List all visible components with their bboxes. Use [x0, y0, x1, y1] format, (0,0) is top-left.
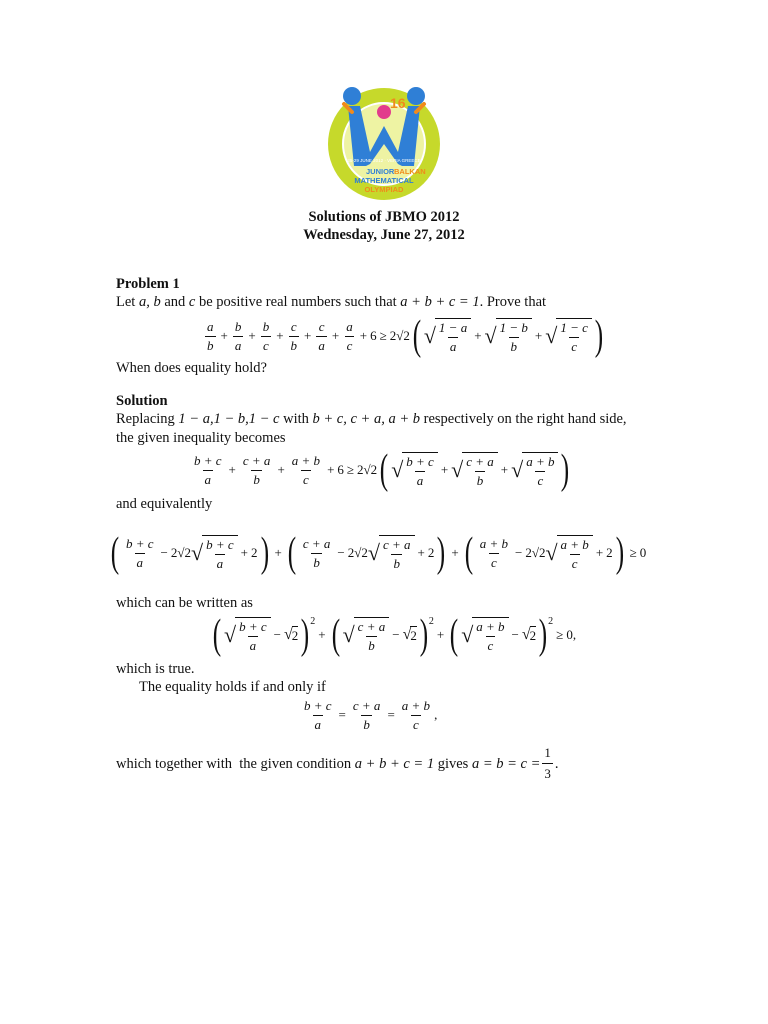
jbmo-logo [326, 82, 442, 204]
solution-line-replacing: Replacing 1 − a,1 − b,1 − c with b + c, c + a, a + b respectively on the right hand side, [116, 411, 627, 427]
logo-text-olympiad: OLYMPIAD [364, 185, 404, 194]
logo-figure-head-center [377, 105, 391, 119]
solution-line-equivalently: and equivalently [116, 496, 213, 512]
solution-line-conclusion: which together with the given condition a + b + c = 1 gives a = b = c = $\frac{1}{3}$ . [116, 745, 559, 781]
problem-question: When does equality hold? [116, 360, 267, 376]
logo-number: 16 [390, 95, 406, 111]
logo-ring-text: 25-29 JUNE 2012 · VERIA GREECE [347, 158, 421, 163]
logo-text-balkan: BALKAN [394, 167, 426, 176]
solution-inequality-squares: ( √ b + c a − √ 2 ) 2 + ( √ c + a b − √ 2 ) 2 + ( √ a + b c − √ 2 ) 2 ≥ 0 , [212, 612, 577, 658]
solution-line-equality: The equality holds if and only if [139, 679, 326, 695]
logo-text-junior: JUNIOR [366, 167, 395, 176]
document-date: Wednesday, June 27, 2012 [303, 227, 465, 243]
solution-inequality-equivalent: ( b + c a − 2√2 √ b + c a + 2 ) + ( c + a b − 2√2 √ c + a b + 2 ) + ( a + b c − 2√2 √ a + b c + 2 ) ≥ 0 [110, 530, 647, 576]
solution-heading: Solution [116, 393, 168, 409]
logo-figure-head-right [407, 87, 425, 105]
logo-figure-head-left [343, 87, 361, 105]
problem-inequality: a b + $\frac{b}{a}$ + $\frac{b}{c}$ + $\frac{c}{b}$ + $\frac{c}{a}$ + $\frac{a}{c}$ + 6 ≥ 2√2 ( √ 1 − a a + √ 1 − b b + √ 1 − c c ) [207, 313, 604, 359]
document-title: Solutions of JBMO 2012 [308, 209, 460, 225]
solution-inequality-substituted: b + c a + $\frac{c + a}{b}$ + $\frac{a + b}{c}$ + 6 ≥ 2√2 ( √ b + c a + √ c + a b + √ a + b c ) [194, 447, 570, 493]
solution-line-becomes: the given inequality becomes [116, 430, 286, 446]
logo-text-mathematical: MATHEMATICAL [354, 176, 414, 185]
solution-line-written-as: which can be written as [116, 595, 253, 611]
problem-heading: Problem 1 [116, 276, 180, 292]
problem-statement: Let a, b and c be positive real numbers such that a + b + c = 1. Prove that [116, 294, 547, 310]
solution-equality-condition: $\frac{b + c}{a}$ = $\frac{c + a}{b}$ = $\frac{a + b}{c}$ , [304, 697, 438, 732]
solution-line-true: which is true. [116, 661, 195, 677]
